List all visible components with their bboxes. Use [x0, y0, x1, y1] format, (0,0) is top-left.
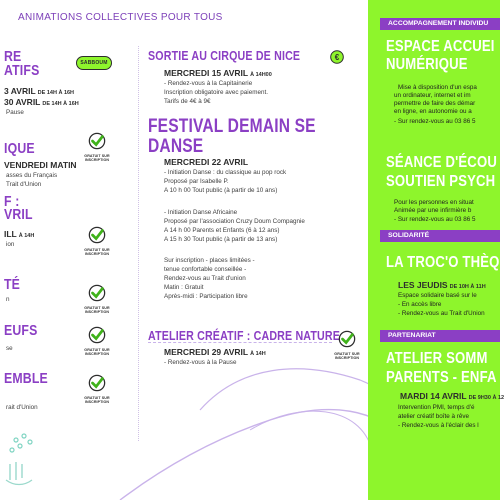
festival-title-2: DANSE [148, 136, 204, 157]
gratuit-badge: GRATUIT SUR INSCRIPTION [332, 330, 362, 360]
espace-title-2: NUMÉRIQUE [386, 56, 468, 73]
cirque-date: MERCREDI 15 AVRIL À 14H00 [164, 68, 272, 78]
espace-line: Mise à disposition d'un espa [398, 84, 477, 91]
seance-line: - Sur rendez-vous au 03 86 5 [394, 216, 476, 223]
checkmark-icon [88, 326, 106, 344]
festival-line: A 10 h 00 Tout public (à partir de 10 ans) [164, 187, 278, 194]
festival-date: MERCREDI 22 AVRIL [164, 157, 249, 167]
event-title-2: IQUE [4, 140, 35, 157]
festival-line: Proposé par Isabelle P. [164, 178, 229, 185]
euro-coin-icon [330, 50, 344, 64]
troc-line: Espace solidaire basé sur le [398, 292, 477, 299]
section-band-partenariat: PARTENARIAT [380, 330, 500, 342]
event-text-6: se [6, 345, 13, 352]
event-title-1a: RE [4, 48, 22, 65]
event-title-5: EUFS [4, 322, 38, 339]
festival-line: Proposé par l'association Cruzy Doum Compagnie [164, 218, 305, 225]
atelier-sommeil-line: atelier créatif boîte à rêve [398, 413, 470, 420]
troc-line: - En accès libre [398, 301, 442, 308]
gratuit-badge: GRATUIT SUR INSCRIPTION [82, 226, 112, 256]
festival-title-1: FESTIVAL DEMAIN SE [148, 116, 316, 137]
atelier-line: - Rendez-vous à la Pause [164, 359, 237, 366]
section-band-solidarite: SOLIDARITÉ [380, 230, 500, 242]
sabboum-sticker [76, 56, 112, 70]
checkmark-icon [88, 284, 106, 302]
gratuit-badge: GRATUIT SUR INSCRIPTION [82, 374, 112, 404]
troc-date: LES JEUDIS DE 10H À 11H [398, 280, 486, 290]
atelier-sommeil-line: Intervention PMI, temps d'é [398, 404, 475, 411]
event-title-4: TÉ [4, 276, 21, 293]
festival-line: - Initiation Danse Africaine [164, 209, 238, 216]
espace-line: - Sur rendez-vous au 03 86 5 [394, 118, 476, 125]
event-date-4: ILL À 14H [4, 229, 35, 239]
sticker-label: SABBOUM [80, 60, 108, 66]
event-date-2: 30 AVRIL DE 14H À 16H [4, 97, 79, 107]
event-title-6: EMBLE [4, 370, 48, 387]
gratuit-badge: GRATUIT SUR INSCRIPTION [82, 132, 112, 162]
seance-line: Pour les personnes en situat [394, 199, 474, 206]
festival-line: A 15 h 30 Tout public (à partir de 13 ans) [164, 236, 278, 243]
atelier-sommeil-title-2: PARENTS - ENFA [386, 369, 497, 386]
seance-title-1: SÉANCE D'ÉCOU [386, 154, 497, 171]
event-date-1: 3 AVRIL DE 14H À 16H [4, 86, 75, 96]
event-text-5: n [6, 296, 10, 303]
checkmark-icon [88, 132, 106, 150]
checkmark-icon [88, 374, 106, 392]
seance-line: Animée par une infirmière b [394, 207, 472, 214]
gratuit-badge: GRATUIT SUR INSCRIPTION [82, 326, 112, 356]
event-text-2: asses du Français [6, 172, 58, 179]
atelier-date: MERCREDI 29 AVRIL À 14H [164, 347, 266, 357]
svg-text:€: € [334, 52, 340, 62]
atelier-sommeil-line: - Rendez-vous à l'éclair des l [398, 422, 479, 429]
atelier-sommeil-title-1: ATELIER SOMM [386, 350, 488, 367]
festival-line: Matin : Gratuit [164, 284, 204, 291]
festival-line: tenue confortable conseillée - [164, 266, 247, 273]
event-text-7: rait d'Union [6, 404, 38, 411]
section-band-accompagnement: ACCOMPAGNEMENT INDIVIDU [380, 18, 500, 30]
event-text-1: Pause [6, 109, 24, 116]
event-title-3a: F : [4, 193, 20, 210]
atelier-title: ATELIER CRÉATIF : CADRE NATURE [148, 328, 341, 343]
festival-line: Après-midi : Participation libre [164, 293, 248, 300]
cirque-title: SORTIE AU CIRQUE DE NICE [148, 48, 301, 63]
checkmark-icon [338, 330, 356, 348]
troc-line: - Rendez-vous au Trait d'Union [398, 310, 485, 317]
atelier-sommeil-date: MARDI 14 AVRIL DE 9H30 À 12 [400, 391, 504, 401]
event-title-3b: VRIL [4, 206, 33, 223]
cirque-line-2: Inscription obligatoire avec paiement. [164, 89, 268, 96]
festival-line: - Initiation Danse : du classique au pop rock [164, 169, 287, 176]
checkmark-icon [88, 226, 106, 244]
column-divider [138, 46, 139, 441]
espace-line: en ligne, en autonomie ou a [394, 108, 472, 115]
troc-title: LA TROC'O THÈQ [386, 254, 500, 271]
gratuit-badge: GRATUIT SUR INSCRIPTION [82, 284, 112, 314]
event-text-4: ion [6, 241, 15, 248]
festival-line: Sur inscription - places limitées - [164, 257, 255, 264]
festival-line: Rendez-vous au Trait d'union [164, 275, 246, 282]
flower-doodle-icon [2, 430, 42, 490]
cirque-line-3: Tarifs de 4€ à 9€ [164, 98, 211, 105]
espace-line: permettre de faire des démar [394, 100, 476, 107]
event-text-3: Trait d'Union [6, 181, 42, 188]
seance-title-2: SOUTIEN PSYCH [386, 173, 496, 190]
page-title: ANIMATIONS COLLECTIVES POUR TOUS [18, 12, 223, 23]
festival-line: A 14 h 00 Parents et Enfants (6 à 12 ans) [164, 227, 280, 234]
event-date-3: VENDREDI MATIN [4, 160, 77, 170]
espace-title-1: ESPACE ACCUEI [386, 38, 495, 55]
event-title-1b: ATIFS [4, 62, 40, 79]
espace-line: un ordinateur, internet et im [394, 92, 471, 99]
cirque-line-1: - Rendez-vous à la Capitainerie [164, 80, 253, 87]
